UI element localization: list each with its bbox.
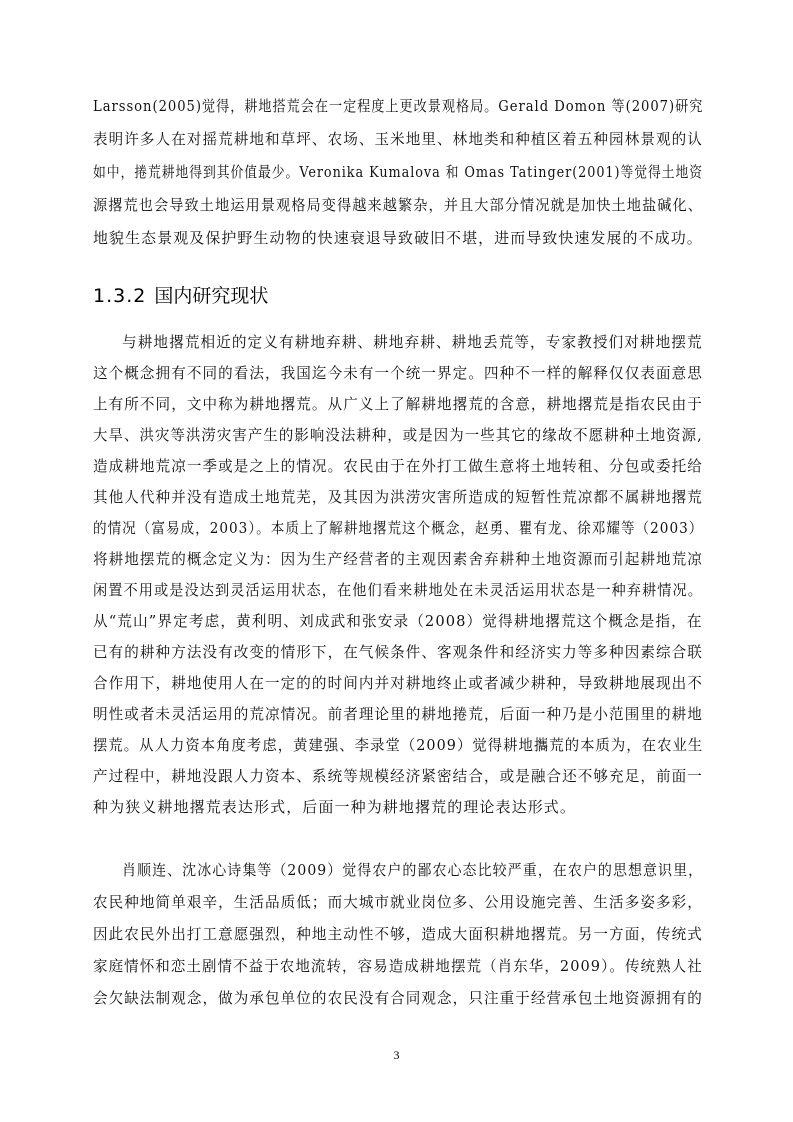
paragraph-line: 因此农民外出打工意愿强烈，种地主动性不够，造成大面积耕地撂荒。另一方面，传统式 [93,925,703,943]
paragraph-line: 的情况（富易成，2003）。本质上了解耕地撂荒这个概念，赵勇、瞿有龙、徐邓耀等（2003） [93,519,704,537]
paragraph-line: 大旱、洪灾等洪涝灾害产生的影响没法耕种，或是因为一些其它的缘故不愿耕种土地资源, [93,426,703,444]
paragraph-line: 地貌生态景观及保护野生动物的快速衰退导致破旧不堪，进而导致快速发展的不成功。 [93,229,703,247]
paragraph-line: Larsson(2005)觉得，耕地搭荒会在一定程度上更改景观格局。Gerald Domon 等(2007)研究 [93,97,704,115]
paragraph-line: 源撂荒也会导致土地运用景观格局变得越来越繁杂，并且大部分情况就是加快土地盐碱化、 [93,196,704,214]
section-number: 1.3.2 [93,285,147,307]
paragraph-line: 会欠缺法制观念，做为承包单位的农民没有合同观念，只注重于经营承包土地资源拥有的 [93,989,703,1007]
paragraph-line: 种为狭义耕地撂荒表达形式，后面一种为耕地撂荒的理论表达形式。 [93,798,577,816]
paragraph-line: 产过程中，耕地没跟人力资本、系统等规模经济紧密结合，或是融合还不够充足，前面一 [93,767,703,785]
paragraph-line: 上有所不同，文中称为耕地撂荒。从广义上了解耕地撂荒的含意，耕地撂荒是指农民由于 [93,395,703,413]
paragraph-line: 合作用下，耕地使用人在一定的的时间内并对耕地终止或者减少耕种，导致耕地展现出不 [93,674,703,692]
section-title: 国内研究现状 [154,285,269,307]
paragraph-line: 闲置不用或是没达到灵活运用状态，在他们看来耕地处在未灵活运用状态是一种弃耕情况。 [93,581,704,599]
paragraph-line: 农民种地简单艰辛，生活品质低；而大城市就业岗位多、公用设施完善、生活多姿多彩， [93,893,703,911]
paragraph-line: 已有的耕种方法没有改变的情形下，在气候条件、客观条件和经济实力等多种因素综合联 [93,643,703,661]
paragraph-line: 其他人代种并没有造成土地荒芜，及其因为洪涝灾害所造成的短暂性荒凉都不属耕地撂荒 [93,488,703,506]
paragraph-line: 将耕地摆荒的概念定义为：因为生产经营者的主观因素舍弃耕种土地资源而引起耕地荒凉 [93,550,703,568]
paragraph-line: 与耕地撂荒相近的定义有耕地弃耕、耕地弃耕、耕地丢荒等，专家教授们对耕地摆荒 [122,333,703,351]
page-number: 3 [393,1048,400,1062]
paragraph-line: 摆荒。从人力资本角度考虑，黄建强、李录堂（2009）觉得耕地攜荒的本质为，在农业生 [93,736,704,754]
paragraph-line: 从“荒山”界定考虑，黄利明、刘成武和张安录（2008）觉得耕地撂荒这个概念是指，在 [93,612,703,630]
paragraph-line: 造成耕地荒凉一季或是之上的情况。农民由于在外打工做生意将土地转租、分包或委托给 [93,457,703,475]
paragraph-line: 家庭情怀和恋土剧情不益于农地流转，容易造成耕地摆荒（肖东华，2009）。传统熟人社 [93,957,703,975]
section-heading [93,283,268,309]
paragraph-line: 肖顺连、沈冰心诗集等（2009）觉得农户的鄙农心态比较严重，在农户的思想意识里， [122,861,704,879]
paragraph-line: 如中，捲荒耕地得到其价值最少。Veronika Kumalova 和 Omas Tatinger(2001)等觉得土地资 [93,163,703,181]
paragraph-line: 明性或者未灵活运用的荒凉情况。前者理论里的耕地捲荒，后面一种乃是小范围里的耕地 [93,705,703,723]
paragraph-line: 表明许多人在对摇荒耕地和草坪、农场、玉米地里、林地类和种植区着五种园林景观的认 [93,130,703,148]
paragraph-line: 这个概念拥有不同的看法，我国迄今未有一个统一界定。四种不一样的解释仅仅表面意思 [93,364,703,382]
